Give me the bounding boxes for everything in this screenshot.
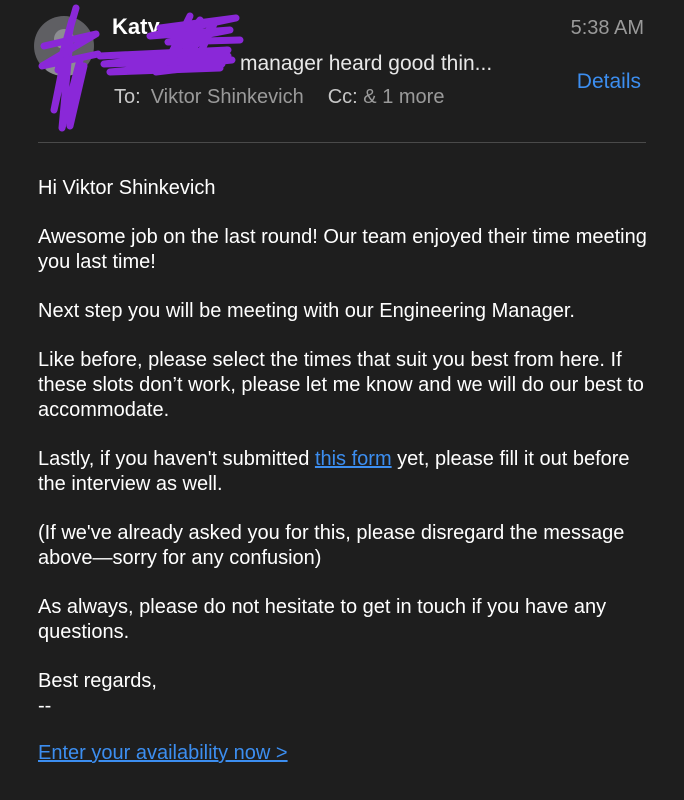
recipients-line[interactable] (114, 86, 444, 109)
received-time: 5:38 AM (570, 17, 644, 39)
sender-name[interactable]: Katy (112, 14, 160, 39)
availability-paragraph (38, 741, 650, 766)
paragraph-select-times: Like before, please select the times that suit you best from here. If these slots don’t work, please let me know and we will do our best to accommodate. (38, 349, 644, 421)
paragraph-form (38, 447, 650, 497)
form-text-after: yet, please fill it out before the interview as well. (38, 448, 630, 495)
paragraph-get-in-touch: As always, please do not hesitate to get in touch if you have any questions. (38, 596, 607, 643)
greeting: Hi Viktor Shinkevich (38, 177, 216, 199)
to-recipient[interactable]: Viktor Shinkevich (150, 86, 304, 108)
enter-availability-link[interactable]: Enter your availability now > (38, 742, 288, 764)
this-form-link[interactable]: this form (314, 448, 392, 470)
to-label: To: (114, 86, 141, 108)
signature-dashes: -- (38, 695, 52, 717)
header-divider (38, 142, 646, 143)
details-button[interactable]: Details (576, 70, 641, 93)
email-subject (112, 52, 532, 76)
email-header (0, 0, 684, 142)
email-body (38, 176, 650, 790)
subject-text: manager heard good thin... (240, 52, 493, 75)
cc-label: Cc: (327, 86, 358, 108)
cc-recipients[interactable]: & 1 more (363, 86, 445, 108)
signoff (38, 669, 650, 719)
signoff-text: Best regards, (38, 670, 157, 692)
sender-avatar[interactable] (34, 16, 94, 76)
form-text-before: Lastly, if you haven't submitted (38, 448, 315, 470)
avatar-placeholder-icon (34, 16, 94, 76)
paragraph-next-step: Next step you will be meeting with our Engineering Manager. (38, 300, 575, 322)
paragraph-disregard: (If we've already asked you for this, please disregard the message above—sorry for any confusion) (38, 522, 625, 569)
paragraph-round-feedback: Awesome job on the last round! Our team enjoyed their time meeting you last time! (38, 226, 647, 273)
